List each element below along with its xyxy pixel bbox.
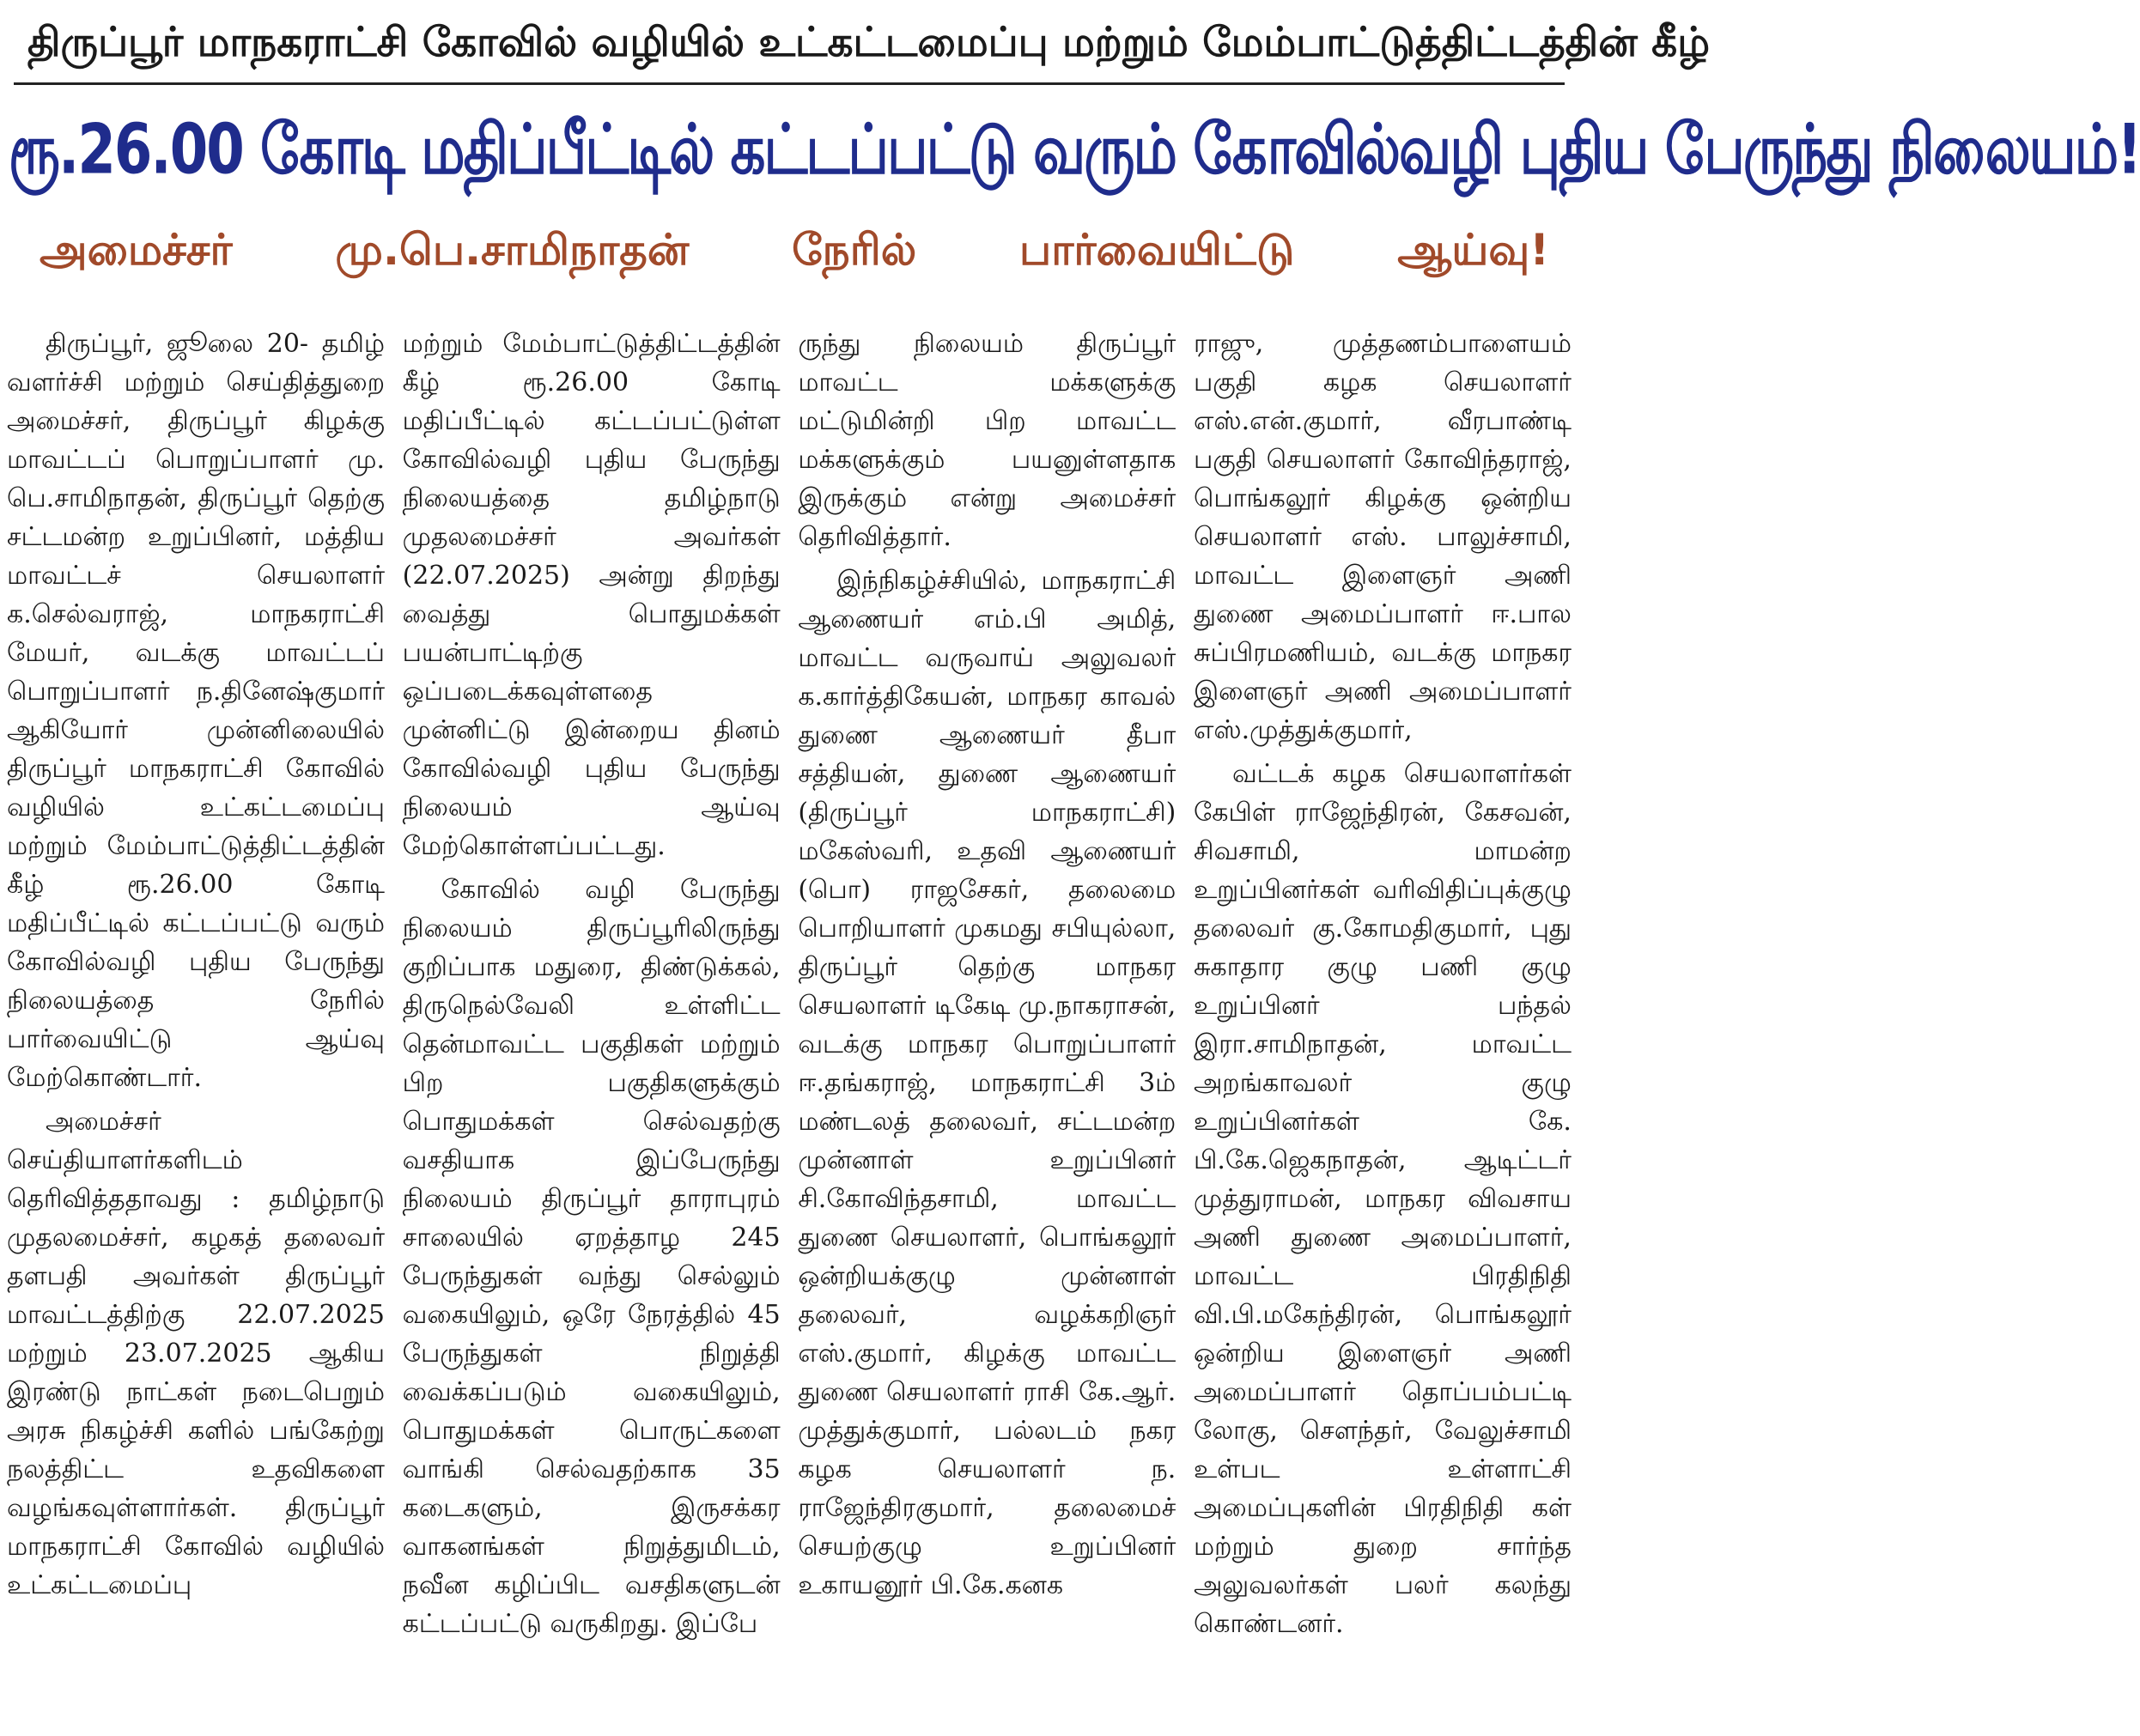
article-body	[7, 325, 1572, 1736]
main-headline: ரூ.26.00 கோடி மதிப்பீட்டில் கட்டப்பட்டு வரும் கோவில்வழி புதிய பேருந்து நிலையம்!	[9, 110, 2140, 191]
kicker-headline: திருப்பூர் மாநகராட்சி கோவில் வழியில் உட்கட்டமைப்பு மற்றும் மேம்பாட்டுத்திட்டத்தின் கீழ்	[27, 19, 1711, 66]
paragraph: மற்றும் மேம்பாட்டுத்திட்டத்தின் கீழ் ரூ.26.00 கோடி மதிப்பீட்டில் கட்டப்பட்டுள்ள கோவில்வழி புதிய பேருந்து நிலையத்தை தமிழ்நாடு முதலமைச்சர் அவர்கள் (22.07.2025) அன்று திறந்து வைத்து பொதுமக்கள் பயன்பாட்டிற்கு ஒப்படைக்கவுள்ளதை முன்னிட்டு இன்றைய தினம் கோவில்வழி புதிய பேருந்து நிலையம் ஆய்வு மேற்கொள்ளப்பட்டது.	[402, 329, 781, 861]
article-column-3	[798, 325, 1176, 1736]
paragraph: ராஜு, முத்தணம்பாளையம் பகுதி கழக செயலாளர் எஸ்.என்.குமார், வீரபாண்டி பகுதி செயலாளர் கோவிந்தராஜ், பொங்கலூர் கிழக்கு ஒன்றிய செயலாளர் எஸ். பாலுச்சாமி, மாவட்ட இளைஞர் அணி துணை அமைப்பாளர் ஈ.பால சுப்பிரமணியம், வடக்கு மாநகர இளைஞர் அணி அமைப்பாளர் எஸ்.முத்துக்குமார்,	[1193, 329, 1572, 745]
sub-headline: அமைச்சர் மு.பெ.சாமிநாதன் நேரில் பார்வையிட்டு ஆய்வு!	[40, 225, 1549, 275]
article-column-1	[7, 325, 385, 1736]
paragraph: கோவில் வழி பேருந்து நிலையம் திருப்பூரிலிருந்து குறிப்பாக மதுரை, திண்டுக்கல், திருநெல்வேலி உள்ளிட்ட தென்மாவட்ட பகுதிகள் மற்றும் பிற பகுதிகளுக்கும் பொதுமக்கள் செல்வதற்கு வசதியாக இப்பேருந்து நிலையம் திருப்பூர் தாராபுரம் சாலையில் ஏறத்தாழ 245 பேருந்துகள் வந்து செல்லும் வகையிலும், ஒரே நேரத்தில் 45 பேருந்துகள் நிறுத்தி வைக்கப்படும் வகையிலும், பொதுமக்கள் பொருட்களை வாங்கி செல்வதற்காக 35 கடைகளும், இருசக்கர வாகனங்கள் நிறுத்துமிடம், நவீன கழிப்பிட வசதிகளுடன் கட்டப்பட்டு வருகிறது. இப்பே	[402, 875, 781, 1639]
article-column-2	[403, 325, 781, 1736]
article-column-4	[1194, 325, 1572, 1736]
paragraph: வட்டக் கழக செயலாளர்கள் கேபிள் ராஜேந்திரன், கேசவன், சிவசாமி, மாமன்ற உறுப்பினர்கள் வரிவிதிப்புக்குழு தலைவர் கு.கோமதிகுமார், புது சுகாதார குழு பணி குழு உறுப்பினர் பந்தல் இரா.சாமிநாதன், மாவட்ட அறங்காவலர் குழு உறுப்பினர்கள் கே. பி.கே.ஜெகநாதன், ஆடிட்டர் முத்துராமன், மாநகர விவசாய அணி துணை அமைப்பாளர், மாவட்ட பிரதிநிதி வி.பி.மகேந்திரன், பொங்கலூர் ஒன்றிய இளைஞர் அணி அமைப்பாளர் தொப்பம்பட்டி லோகு, சௌந்தர், வேலுச்சாமி உள்பட உள்ளாட்சி அமைப்புகளின் பிரதிநிதி கள் மற்றும் துறை சார்ந்த அலுவலர்கள் பலர் கலந்து கொண்டனர்.	[1193, 759, 1572, 1639]
paragraph: அமைச்சர் செய்தியாளர்களிடம் தெரிவித்ததாவது : தமிழ்நாடு முதலமைச்சர், கழகத் தலைவர் தளபதி அவர்கள் திருப்பூர் மாவட்டத்திற்கு 22.07.2025 மற்றும் 23.07.2025 ஆகிய இரண்டு நாட்கள் நடைபெறும் அரசு நிகழ்ச்சி களில் பங்கேற்று நலத்திட்ட உதவிகளை வழங்கவுள்ளார்கள். திருப்பூர் மாநகராட்சி கோவில் வழியில் உட்கட்டமைப்பு	[7, 1107, 385, 1600]
paragraph: திருப்பூர், ஜூலை 20- தமிழ் வளர்ச்சி மற்றும் செய்தித்துறை அமைச்சர், திருப்பூர் கிழக்கு மாவட்டப் பொறுப்பாளர் மு. பெ.சாமிநாதன், திருப்பூர் தெற்கு சட்டமன்ற உறுப்பினர், மத்திய மாவட்டச் செயலாளர் க.செல்வராஜ், மாநகராட்சி மேயர், வடக்கு மாவட்டப் பொறுப்பாளர் ந.தினேஷ்குமார் ஆகியோர் முன்னிலையில் திருப்பூர் மாநகராட்சி கோவில் வழியில் உட்கட்டமைப்பு மற்றும் மேம்பாட்டுத்திட்டத்தின் கீழ் ரூ.26.00 கோடி மதிப்பீட்டில் கட்டப்பட்டு வரும் கோவில்வழி புதிய பேருந்து நிலையத்தை நேரில் பார்வையிட்டு ஆய்வு மேற்கொண்டார்.	[7, 329, 385, 1093]
paragraph: இந்நிகழ்ச்சியில், மாநகராட்சி ஆணையர் எம்.பி அமித், மாவட்ட வருவாய் அலுவலர் க.கார்த்திகேயன், மாநகர காவல் துணை ஆணையர் தீபா சத்தியன், துணை ஆணையர் (திருப்பூர் மாநகராட்சி) மகேஸ்வரி, உதவி ஆணையர் (பொ) ராஜசேகர், தலைமை பொறியாளர் முகமது சபியுல்லா, திருப்பூர் தெற்கு மாநகர செயலாளர் டிகேடி மு.நாகராசன், வடக்கு மாநகர பொறுப்பாளர் ஈ.தங்கராஜ், மாநகராட்சி 3ம் மண்டலத் தலைவர், சட்டமன்ற முன்னாள் உறுப்பினர் சி.கோவிந்தசாமி, மாவட்ட துணை செயலாளர், பொங்கலூர் ஒன்றியக்குழு முன்னாள் தலைவர், வழக்கறிஞர் எஸ்.குமார், கிழக்கு மாவட்ட துணை செயலாளர் ராசி கே.ஆர். முத்துக்குமார், பல்லடம் நகர கழக செயலாளர் ந. ராஜேந்திரகுமார், தலைமைச் செயற்குழு உறுப்பினர் உகாயனூர் பி.கே.கனக	[798, 566, 1176, 1600]
paragraph: ருந்து நிலையம் திருப்பூர் மாவட்ட மக்களுக்கு மட்டுமின்றி பிற மாவட்ட மக்களுக்கும் பயனுள்ளதாக இருக்கும் என்று அமைச்சர் தெரிவித்தார்.	[798, 329, 1176, 552]
